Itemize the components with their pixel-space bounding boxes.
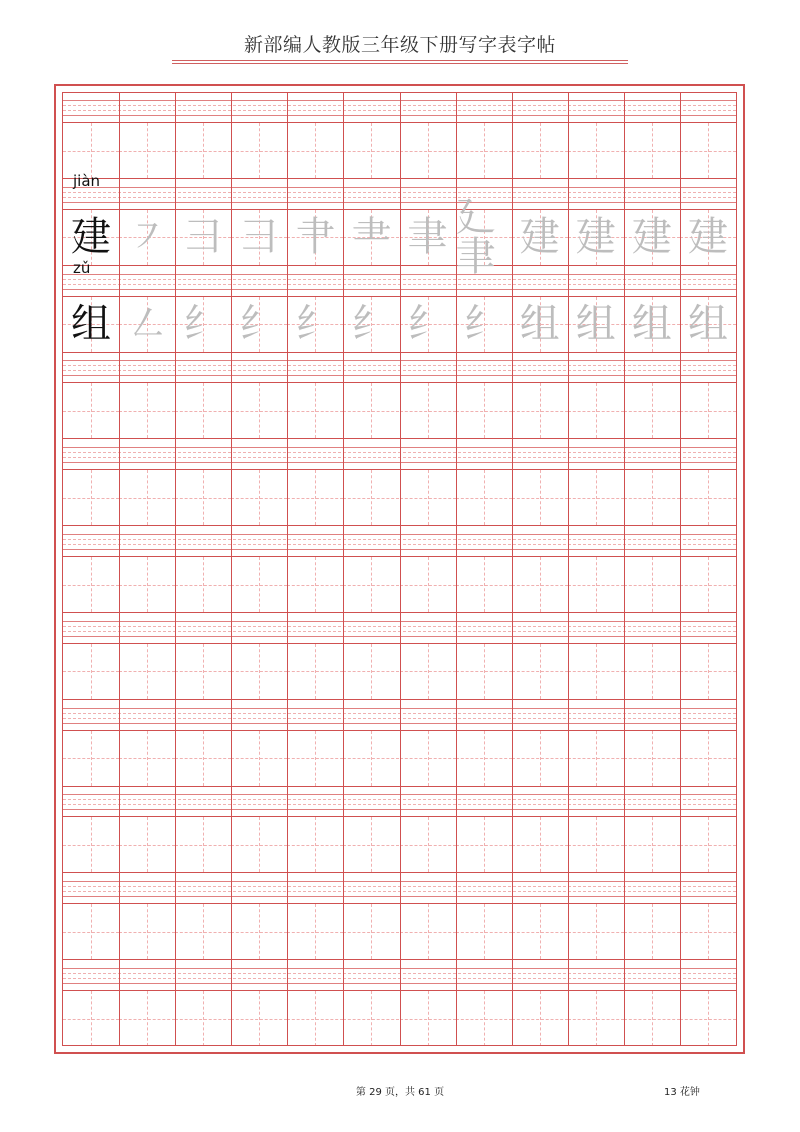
cell-center-guide (400, 671, 456, 672)
writing-cell[interactable] (456, 904, 512, 959)
writing-cell[interactable] (568, 470, 624, 525)
writing-cell[interactable] (343, 817, 399, 872)
writing-cell[interactable] (512, 731, 568, 786)
cell-center-guide (119, 498, 175, 499)
writing-cell[interactable] (568, 991, 624, 1046)
writing-cell[interactable] (63, 297, 119, 352)
writing-cell[interactable] (63, 470, 119, 525)
writing-cell[interactable] (287, 383, 343, 438)
writing-cell[interactable] (568, 644, 624, 699)
writing-cell[interactable] (512, 123, 568, 178)
cell-center-guide (400, 411, 456, 412)
writing-cell[interactable] (680, 557, 736, 612)
writing-cell[interactable] (231, 123, 287, 178)
stroke-order-step: 组 (631, 301, 672, 348)
writing-cell[interactable] (568, 123, 624, 178)
writing-cell[interactable] (287, 210, 343, 265)
writing-cell[interactable] (680, 817, 736, 872)
cell-center-guide (456, 845, 512, 846)
cell-center-guide (343, 1019, 399, 1020)
writing-cell[interactable] (231, 470, 287, 525)
writing-cell[interactable] (119, 383, 175, 438)
stroke-order-step: 建 (575, 214, 616, 261)
column-divider (680, 93, 681, 1046)
stroke-order-step: 纟 (463, 301, 504, 348)
writing-cell[interactable] (512, 210, 568, 265)
writing-cell[interactable] (624, 817, 680, 872)
title-rule-top (172, 60, 628, 61)
lesson-label: 13 花钟 (664, 1087, 700, 1098)
writing-cell[interactable] (231, 904, 287, 959)
cell-center-guide (63, 758, 119, 759)
writing-cell[interactable] (400, 297, 456, 352)
cell-center-guide (343, 932, 399, 933)
cell-center-guide (568, 585, 624, 586)
writing-cell[interactable] (119, 644, 175, 699)
cell-center-guide (287, 151, 343, 152)
writing-cell[interactable] (343, 904, 399, 959)
cell-center-guide (343, 758, 399, 759)
stroke-order-step: 廴聿 (455, 194, 496, 281)
stroke-order-step: 组 (687, 301, 728, 348)
writing-cell[interactable] (456, 383, 512, 438)
writing-cell[interactable] (568, 817, 624, 872)
cell-center-guide (400, 585, 456, 586)
stroke-order-step: ⺻ (351, 214, 392, 261)
writing-cell[interactable] (287, 991, 343, 1046)
writing-cell[interactable] (231, 817, 287, 872)
cell-center-guide (231, 498, 287, 499)
cell-center-guide (400, 151, 456, 152)
cell-center-guide (343, 411, 399, 412)
cell-center-guide (287, 411, 343, 412)
writing-cell[interactable] (624, 470, 680, 525)
cell-center-guide (456, 411, 512, 412)
writing-cell[interactable] (456, 470, 512, 525)
cell-center-guide (568, 498, 624, 499)
cell-center-guide (119, 932, 175, 933)
writing-cell[interactable] (63, 991, 119, 1046)
cell-center-guide (568, 411, 624, 412)
cell-center-guide (175, 1019, 231, 1020)
writing-cell[interactable] (175, 904, 231, 959)
writing-cell[interactable] (119, 297, 175, 352)
cell-center-guide (624, 758, 680, 759)
cell-center-guide (287, 758, 343, 759)
writing-cell[interactable] (456, 297, 512, 352)
writing-cell[interactable] (231, 383, 287, 438)
writing-cell[interactable] (287, 644, 343, 699)
writing-cell[interactable] (231, 991, 287, 1046)
writing-cell[interactable] (119, 904, 175, 959)
stroke-order-step: 纟 (351, 301, 392, 348)
stroke-order-step: ㇇ (127, 214, 168, 261)
writing-cell[interactable] (624, 123, 680, 178)
writing-cell[interactable] (455, 194, 512, 281)
writing-cell[interactable] (568, 731, 624, 786)
cell-center-guide (287, 845, 343, 846)
cell-center-guide (680, 671, 736, 672)
cell-center-guide (119, 411, 175, 412)
writing-cell[interactable] (624, 557, 680, 612)
cell-center-guide (287, 1019, 343, 1020)
writing-cell[interactable] (624, 991, 680, 1046)
cell-center-guide (512, 411, 568, 412)
cell-center-guide (175, 845, 231, 846)
cell-center-guide (456, 758, 512, 759)
cell-center-guide (680, 845, 736, 846)
writing-cell[interactable] (63, 210, 119, 265)
stroke-order-step: 建 (631, 214, 672, 261)
column-divider (568, 93, 569, 1046)
writing-cell[interactable] (680, 470, 736, 525)
cell-center-guide (512, 585, 568, 586)
cell-center-guide (287, 585, 343, 586)
writing-cell[interactable] (512, 904, 568, 959)
cell-center-guide (63, 151, 119, 152)
writing-cell[interactable] (231, 297, 287, 352)
writing-cell[interactable] (568, 210, 624, 265)
cell-center-guide (175, 758, 231, 759)
writing-cell[interactable] (680, 991, 736, 1046)
writing-cell[interactable] (400, 383, 456, 438)
writing-cell[interactable] (343, 210, 399, 265)
column-divider (343, 93, 344, 1046)
column-divider (512, 93, 513, 1046)
practice-grid (62, 92, 737, 1046)
cell-center-guide (624, 671, 680, 672)
cell-center-guide (512, 1019, 568, 1020)
writing-cell[interactable] (456, 123, 512, 178)
writing-cell[interactable] (343, 991, 399, 1046)
cell-center-guide (456, 1019, 512, 1020)
writing-cell[interactable] (343, 470, 399, 525)
writing-cell[interactable] (680, 383, 736, 438)
cell-center-guide (63, 671, 119, 672)
writing-cell[interactable] (175, 644, 231, 699)
cell-center-guide (231, 151, 287, 152)
cell-center-guide (512, 498, 568, 499)
cell-center-guide (568, 151, 624, 152)
writing-cell[interactable] (287, 470, 343, 525)
stroke-order-step: 聿 (407, 214, 448, 261)
stroke-order-step: 纟 (407, 301, 448, 348)
cell-center-guide (231, 585, 287, 586)
cell-center-guide (63, 498, 119, 499)
cell-center-guide (456, 932, 512, 933)
cell-center-guide (231, 932, 287, 933)
writing-cell[interactable] (400, 817, 456, 872)
writing-cell[interactable] (512, 470, 568, 525)
writing-cell[interactable] (119, 470, 175, 525)
cell-center-guide (512, 151, 568, 152)
writing-cell[interactable] (400, 557, 456, 612)
writing-cell[interactable] (63, 731, 119, 786)
writing-cell[interactable] (63, 644, 119, 699)
cell-center-guide (568, 845, 624, 846)
writing-cell[interactable] (456, 991, 512, 1046)
pinyin-label: jiàn (73, 171, 101, 190)
cell-center-guide (624, 151, 680, 152)
cell-center-guide (400, 845, 456, 846)
cell-center-guide (63, 585, 119, 586)
cell-center-guide (343, 498, 399, 499)
cell-center-guide (119, 671, 175, 672)
cell-center-guide (624, 411, 680, 412)
cell-center-guide (680, 758, 736, 759)
page-title: 新部编人教版三年级下册写字表字帖 (243, 34, 556, 56)
writing-cell[interactable] (63, 817, 119, 872)
writing-cell[interactable] (287, 297, 343, 352)
cell-center-guide (680, 151, 736, 152)
writing-cell[interactable] (231, 210, 287, 265)
writing-cell[interactable] (624, 904, 680, 959)
writing-cell[interactable] (343, 297, 399, 352)
cell-center-guide (400, 758, 456, 759)
page-number: 第 29 页，共 61 页 (355, 1087, 445, 1098)
stroke-order-step: 肀 (295, 214, 336, 261)
cell-center-guide (680, 932, 736, 933)
writing-cell[interactable] (343, 731, 399, 786)
cell-center-guide (456, 151, 512, 152)
writing-cell[interactable] (512, 644, 568, 699)
cell-center-guide (624, 498, 680, 499)
cell-center-guide (624, 585, 680, 586)
writing-cell[interactable] (231, 644, 287, 699)
writing-cell[interactable] (456, 557, 512, 612)
cell-center-guide (400, 498, 456, 499)
writing-cell[interactable] (119, 817, 175, 872)
cell-center-guide (231, 671, 287, 672)
writing-cell[interactable] (119, 731, 175, 786)
column-divider (175, 93, 176, 1046)
writing-cell[interactable] (175, 123, 231, 178)
writing-cell[interactable] (680, 297, 736, 352)
writing-cell[interactable] (287, 904, 343, 959)
writing-cell[interactable] (512, 991, 568, 1046)
cell-center-guide (400, 932, 456, 933)
cell-center-guide (624, 1019, 680, 1020)
cell-center-guide (175, 585, 231, 586)
writing-cell[interactable] (287, 123, 343, 178)
writing-cell[interactable] (680, 123, 736, 178)
stroke-order-step: 建 (687, 214, 728, 261)
writing-cell[interactable] (568, 557, 624, 612)
cell-center-guide (624, 845, 680, 846)
cell-center-guide (287, 671, 343, 672)
cell-center-guide (680, 585, 736, 586)
cell-center-guide (175, 671, 231, 672)
cell-center-guide (568, 1019, 624, 1020)
writing-cell[interactable] (400, 644, 456, 699)
writing-cell[interactable] (400, 470, 456, 525)
cell-center-guide (624, 932, 680, 933)
writing-cell[interactable] (63, 904, 119, 959)
cell-center-guide (512, 671, 568, 672)
writing-cell[interactable] (624, 644, 680, 699)
cell-center-guide (343, 151, 399, 152)
cell-center-guide (512, 758, 568, 759)
writing-cell[interactable] (456, 817, 512, 872)
column-divider (231, 93, 232, 1046)
writing-cell[interactable] (624, 383, 680, 438)
writing-cell[interactable] (512, 297, 568, 352)
writing-cell[interactable] (680, 644, 736, 699)
writing-cell[interactable] (119, 123, 175, 178)
cell-center-guide (287, 932, 343, 933)
cell-center-guide (680, 498, 736, 499)
writing-cell[interactable] (63, 557, 119, 612)
writing-cell[interactable] (680, 210, 736, 265)
cell-center-guide (63, 932, 119, 933)
writing-cell[interactable] (343, 644, 399, 699)
stroke-order-step: ⺕ (183, 214, 224, 261)
cell-center-guide (63, 411, 119, 412)
cell-center-guide (343, 845, 399, 846)
cell-center-guide (680, 1019, 736, 1020)
writing-cell[interactable] (400, 731, 456, 786)
writing-cell[interactable] (512, 817, 568, 872)
writing-cell[interactable] (175, 383, 231, 438)
cell-center-guide (400, 1019, 456, 1020)
cell-center-guide (231, 758, 287, 759)
column-divider (287, 93, 288, 1046)
cell-center-guide (343, 671, 399, 672)
cell-center-guide (456, 671, 512, 672)
writing-cell[interactable] (568, 297, 624, 352)
writing-cell[interactable] (231, 731, 287, 786)
cell-center-guide (568, 758, 624, 759)
writing-cell[interactable] (231, 557, 287, 612)
writing-cell[interactable] (119, 210, 175, 265)
cell-center-guide (456, 585, 512, 586)
writing-cell[interactable] (175, 991, 231, 1046)
writing-cell[interactable] (343, 383, 399, 438)
writing-cell[interactable] (287, 557, 343, 612)
stroke-order-step: 组 (575, 301, 616, 348)
writing-cell[interactable] (343, 557, 399, 612)
writing-cell[interactable] (343, 123, 399, 178)
writing-cell[interactable] (175, 470, 231, 525)
title-rule-bottom (172, 63, 628, 64)
writing-cell[interactable] (175, 297, 231, 352)
writing-cell[interactable] (624, 210, 680, 265)
cell-center-guide (119, 845, 175, 846)
cell-center-guide (231, 1019, 287, 1020)
writing-cell[interactable] (175, 817, 231, 872)
cell-center-guide (512, 845, 568, 846)
model-character: 组 (71, 301, 112, 348)
writing-cell[interactable] (63, 383, 119, 438)
writing-cell[interactable] (119, 557, 175, 612)
pinyin-label: zǔ (73, 258, 91, 277)
stroke-order-step: 纟 (295, 301, 336, 348)
cell-center-guide (287, 498, 343, 499)
cell-center-guide (175, 151, 231, 152)
column-divider (119, 93, 120, 1046)
writing-cell[interactable] (512, 383, 568, 438)
cell-center-guide (568, 671, 624, 672)
writing-cell[interactable] (400, 123, 456, 178)
writing-cell[interactable] (175, 557, 231, 612)
model-character: 建 (71, 214, 112, 261)
stroke-order-step: 纟 (183, 301, 224, 348)
writing-cell[interactable] (400, 991, 456, 1046)
cell-center-guide (343, 585, 399, 586)
cell-center-guide (175, 498, 231, 499)
cell-center-guide (175, 411, 231, 412)
cell-center-guide (512, 932, 568, 933)
writing-cell[interactable] (456, 644, 512, 699)
cell-center-guide (231, 411, 287, 412)
writing-cell[interactable] (400, 904, 456, 959)
writing-cell[interactable] (287, 817, 343, 872)
cell-center-guide (119, 1019, 175, 1020)
column-divider (400, 93, 401, 1046)
writing-cell[interactable] (175, 210, 231, 265)
cell-center-guide (63, 845, 119, 846)
writing-cell[interactable] (680, 904, 736, 959)
column-divider (624, 93, 625, 1046)
writing-cell[interactable] (175, 731, 231, 786)
cell-center-guide (119, 758, 175, 759)
writing-cell[interactable] (680, 731, 736, 786)
writing-cell[interactable] (287, 731, 343, 786)
stroke-order-step: 组 (519, 301, 560, 348)
stroke-order-step: 建 (519, 214, 560, 261)
cell-center-guide (175, 932, 231, 933)
writing-cell[interactable] (400, 210, 456, 265)
cell-center-guide (119, 585, 175, 586)
cell-center-guide (568, 932, 624, 933)
cell-center-guide (680, 411, 736, 412)
stroke-order-step: ㇜ (127, 301, 168, 348)
stroke-order-step: 纟 (239, 301, 280, 348)
stroke-order-step: ⺕ (239, 214, 280, 261)
writing-cell[interactable] (63, 123, 119, 178)
cell-center-guide (456, 498, 512, 499)
writing-cell[interactable] (119, 991, 175, 1046)
cell-center-guide (119, 151, 175, 152)
cell-center-guide (63, 1019, 119, 1020)
writing-cell[interactable] (624, 731, 680, 786)
column-divider (456, 93, 457, 1046)
writing-cell[interactable] (456, 731, 512, 786)
writing-cell[interactable] (568, 383, 624, 438)
writing-cell[interactable] (568, 904, 624, 959)
writing-cell[interactable] (624, 297, 680, 352)
cell-center-guide (231, 845, 287, 846)
writing-cell[interactable] (512, 557, 568, 612)
